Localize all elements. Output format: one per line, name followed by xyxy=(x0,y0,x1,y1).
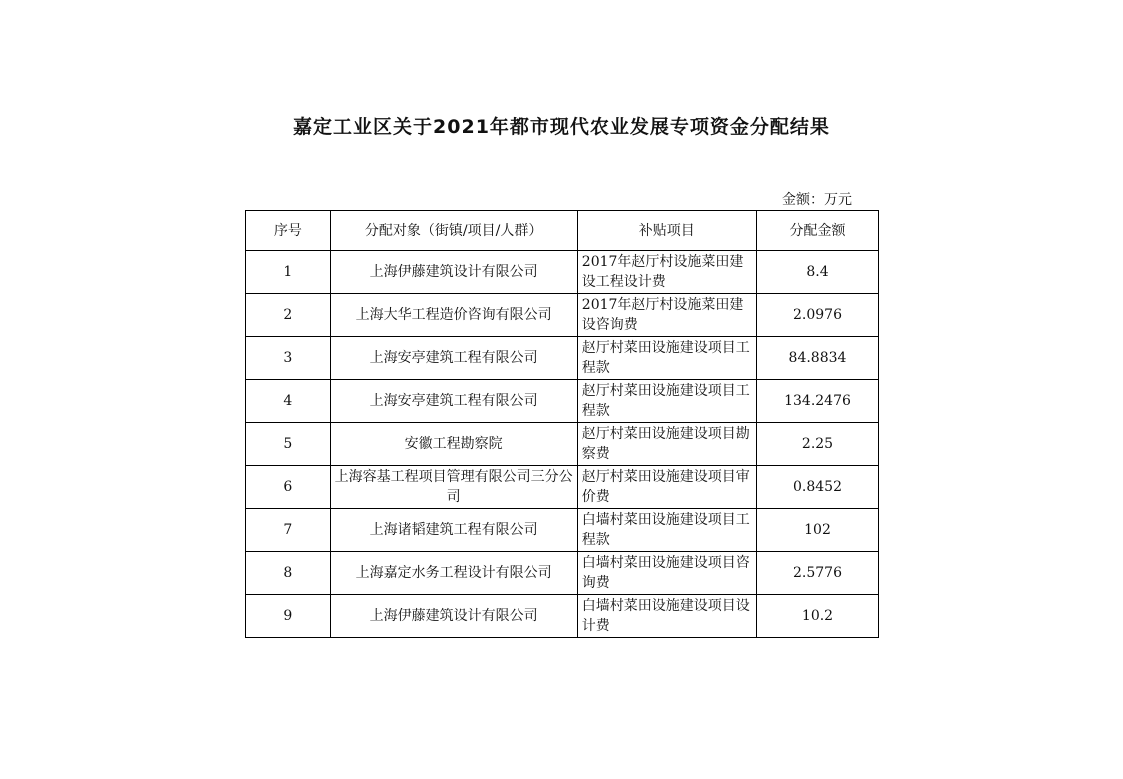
cell-target: 上海大华工程造价咨询有限公司 xyxy=(330,294,577,337)
cell-amount: 10.2 xyxy=(757,595,879,638)
table-row xyxy=(246,251,879,294)
cell-target: 安徽工程勘察院 xyxy=(330,423,577,466)
table-row xyxy=(246,509,879,552)
cell-no: 3 xyxy=(246,337,331,380)
cell-target: 上海伊藤建筑设计有限公司 xyxy=(330,251,577,294)
table-row xyxy=(246,552,879,595)
cell-item-text: 赵厅村菜田设施建设项目审价费 xyxy=(581,469,750,505)
cell-target: 上海安亭建筑工程有限公司 xyxy=(330,337,577,380)
cell-item xyxy=(577,509,756,552)
table-row xyxy=(246,466,879,509)
table-row xyxy=(246,337,879,380)
unit-note: 金额：万元 xyxy=(782,192,852,208)
table-row xyxy=(246,380,879,423)
cell-item-text: 白墙村菜田设施建设项目设计费 xyxy=(581,598,750,634)
table-header xyxy=(246,211,879,251)
cell-item xyxy=(577,595,756,638)
cell-item xyxy=(577,337,756,380)
table-row xyxy=(246,294,879,337)
cell-amount: 134.2476 xyxy=(757,380,879,423)
header-item: 补贴项目 xyxy=(577,211,756,251)
cell-no: 6 xyxy=(246,466,331,509)
header-no: 序号 xyxy=(246,211,331,251)
cell-amount: 0.8452 xyxy=(757,466,879,509)
cell-item-text: 2017年赵厅村设施菜田建设咨询费 xyxy=(581,297,744,333)
table-row xyxy=(246,423,879,466)
allocation-table xyxy=(245,210,879,638)
table-row xyxy=(246,595,879,638)
cell-no: 8 xyxy=(246,552,331,595)
cell-item xyxy=(577,251,756,294)
cell-item-text: 白墙村菜田设施建设项目咨询费 xyxy=(581,555,750,591)
cell-item-text: 赵厅村菜田设施建设项目工程款 xyxy=(581,383,750,419)
cell-amount: 8.4 xyxy=(757,251,879,294)
cell-item-text: 白墙村菜田设施建设项目工程款 xyxy=(581,512,750,548)
cell-target: 上海诸韬建筑工程有限公司 xyxy=(330,509,577,552)
cell-item xyxy=(577,552,756,595)
cell-item xyxy=(577,423,756,466)
cell-no: 2 xyxy=(246,294,331,337)
header-amount: 分配金额 xyxy=(757,211,879,251)
cell-target: 上海嘉定水务工程设计有限公司 xyxy=(330,552,577,595)
table-body xyxy=(246,251,879,638)
cell-item xyxy=(577,466,756,509)
header-target: 分配对象（街镇/项目/人群） xyxy=(330,211,577,251)
cell-item xyxy=(577,294,756,337)
cell-amount: 2.0976 xyxy=(757,294,879,337)
cell-target: 上海伊藤建筑设计有限公司 xyxy=(330,595,577,638)
cell-amount: 84.8834 xyxy=(757,337,879,380)
cell-target: 上海容基工程项目管理有限公司三分公司 xyxy=(330,466,577,509)
cell-item xyxy=(577,380,756,423)
header-row xyxy=(246,211,879,251)
cell-amount: 2.5776 xyxy=(757,552,879,595)
cell-target: 上海安亭建筑工程有限公司 xyxy=(330,380,577,423)
cell-amount: 102 xyxy=(757,509,879,552)
cell-amount: 2.25 xyxy=(757,423,879,466)
cell-no: 4 xyxy=(246,380,331,423)
cell-no: 9 xyxy=(246,595,331,638)
cell-no: 1 xyxy=(246,251,331,294)
cell-no: 7 xyxy=(246,509,331,552)
document-title: 嘉定工业区关于2021年都市现代农业发展专项资金分配结果 xyxy=(293,116,830,138)
cell-no: 5 xyxy=(246,423,331,466)
cell-item-text: 赵厅村菜田设施建设项目勘察费 xyxy=(581,426,750,462)
cell-item-text: 2017年赵厅村设施菜田建设工程设计费 xyxy=(581,254,744,290)
cell-item-text: 赵厅村菜田设施建设项目工程款 xyxy=(581,340,750,376)
